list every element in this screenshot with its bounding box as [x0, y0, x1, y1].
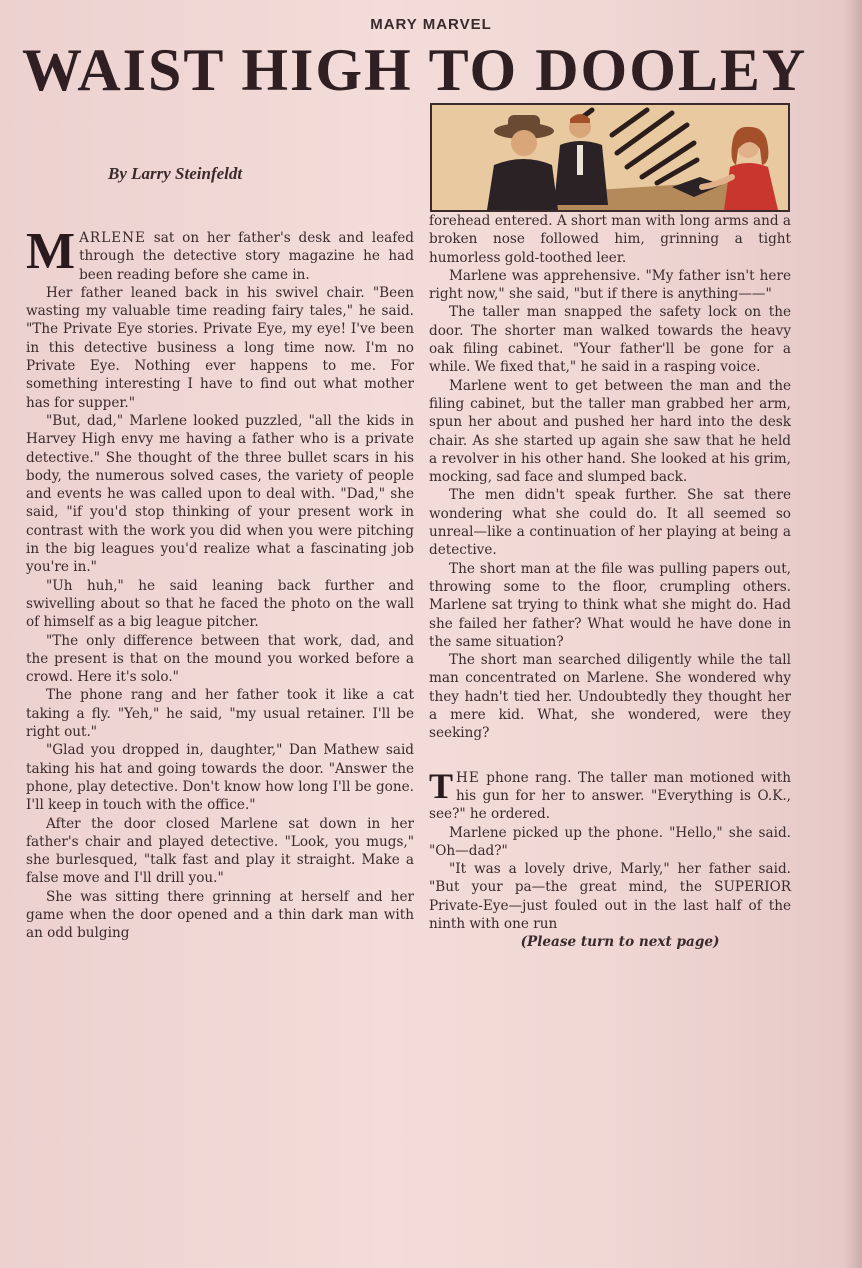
paragraph-text: phone rang. The taller man motioned with his gun for her to answer. "Everything is O.K., see?" he ordered.	[429, 769, 791, 823]
paragraph-text: sat on her father's desk and leafed through the detective story magazine he had been reading before she came in.	[79, 230, 414, 283]
paragraph: Marlene went to get between the man and the filing cabinet, but the taller man grabbed her arm, spun her about and pushed her hard into the desk chair. As she started up again she saw that he held a revolver in his other hand. She looked at his grim, mocking, sad face and slumped back.	[429, 377, 791, 486]
paragraph: The taller man snapped the safety lock on the door. The shorter man walked towards the heavy oak filing cabinet. "Your father'll be gone for a while. We fixed that," he said in a rasping voice.	[429, 304, 791, 376]
story-title: WAIST HIGH TO DOOLEY	[22, 37, 808, 103]
paragraph: Marlene picked up the phone. "Hello," she said. "Oh—dad?"	[429, 824, 791, 859]
right-column	[429, 212, 791, 952]
paragraph: "Glad you dropped in, daughter," Dan Mathew said taking his hat and going towards the door. "Answer the phone, play detective. Don't know how long I'll be gone. I'll keep in touch with the office."	[26, 742, 414, 814]
drop-cap: T	[429, 765, 454, 806]
illustration-art	[432, 105, 788, 210]
story-illustration	[430, 103, 790, 212]
lead-word: HE	[456, 769, 480, 786]
paragraph: The short man searched diligently while the tall man concentrated on Marlene. She wondered why they hadn't tied her. Undoubtedly they thought her a mere kid. What, she wondered, were they seeking?	[429, 652, 791, 742]
paragraph: "The only difference between that work, dad, and the present is that on the mound you worked before a crowd. Here it's solo."	[26, 632, 414, 686]
paragraph: "But, dad," Marlene looked puzzled, "all the kids in Harvey High envy me having a father who is a private detective." She thought of the three bullet scars in his body, the numerous solved cases, the variety of people and events he was called upon to deal with. "Dad," she said, "if you'd stop thinking of your present work in contrast with the work you did when you were pitching in the big leagues you'd realize what a fascinating job you're in."	[26, 412, 414, 576]
paragraph: She was sitting there grinning at herself and her game when the door opened and a thin dark man with an odd bulging	[26, 888, 414, 942]
paragraph: forehead entered. A short man with long arms and a broken nose followed him, grinning a tight humorless gold-toothed leer.	[429, 213, 791, 266]
paragraph: Marlene was apprehensive. "My father isn't here right now," she said, "but if there is anything——"	[429, 267, 791, 303]
paragraph: After the door closed Marlene sat down in her father's chair and played detective. "Look, you mugs," she burlesqued, "talk fast and play it straight. Make a false move and I'll drill you."	[26, 815, 414, 887]
paragraph: "Uh huh," he said leaning back further and swivelling about so that he faced the photo on the wall of himself as a big league pitcher.	[26, 577, 414, 631]
paragraph: "It was a lovely drive, Marly," her father said. "But your pa—the great mind, the SUPERIOR Private-Eye—just fouled out in the last half of the ninth with one run	[429, 861, 791, 932]
drop-cap: M	[26, 223, 76, 280]
paragraph: The phone rang and her father took it like a cat taking a fly. "Yeh," he said, "my usual retainer. I'll be right out."	[26, 687, 414, 741]
paragraph: The short man at the file was pulling papers out, throwing some to the floor, crumpling others. Marlene sat trying to think what she might do. Had she failed her father? What would he have done in the same situation?	[429, 560, 791, 650]
continued-note: (Please turn to next page)	[520, 934, 720, 951]
paragraph	[26, 223, 414, 284]
paragraph: Her father leaned back in his swivel chair. "Been wasting my valuable time reading fairy tales," he said. "The Private Eye stories. Private Eye, my eye! I've been in this detective business a long time now. I'm no Private Eye. Nothing ever happens to me. For something interesting I have to find out what mother has for supper."	[26, 284, 414, 411]
paragraph	[429, 765, 791, 824]
page-header: MARY MARVEL	[370, 16, 492, 33]
paragraph: The men didn't speak further. She sat there wondering what she could do. It all seemed so unreal—like a continuation of her playing at being a detective.	[429, 487, 791, 559]
section-break	[429, 743, 791, 769]
byline: By Larry Steinfeldt	[108, 164, 243, 183]
left-column	[26, 223, 414, 943]
lead-word: ARLENE	[79, 230, 146, 246]
